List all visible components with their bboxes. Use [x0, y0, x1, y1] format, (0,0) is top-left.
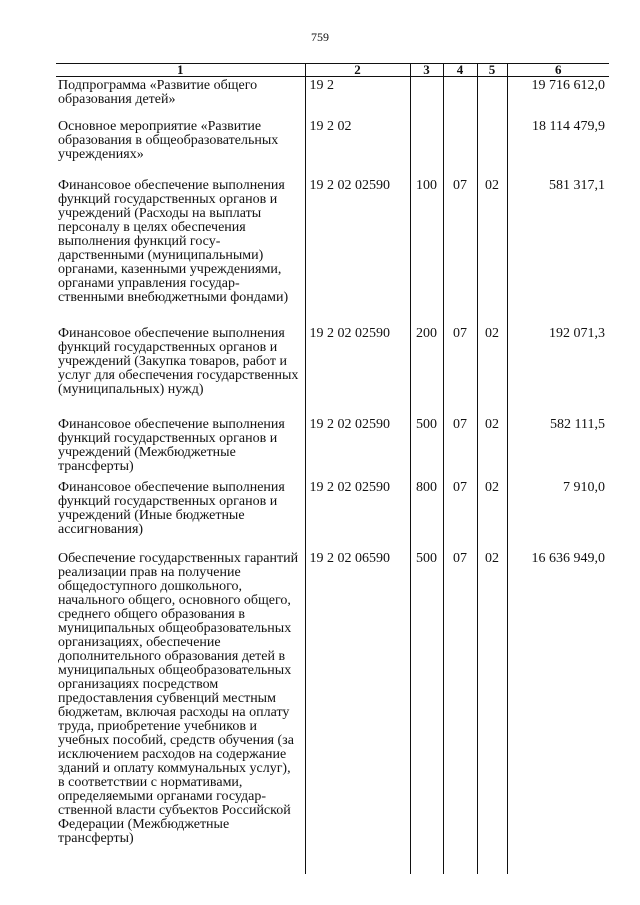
header-col-5: 5	[477, 64, 507, 77]
row-amount: 16 636 949,0	[507, 550, 609, 874]
row-col3: 200	[410, 325, 443, 416]
row-code: 19 2 02 02590	[305, 177, 410, 325]
row-col5: 02	[477, 325, 507, 416]
table-row	[56, 177, 609, 325]
row-name: Обеспечение государственных гарантий реализации прав на получение общедоступного дошкольного, начального общего, основного общего, среднего общего образования в муниципальных общеобразовательных организациях, обеспечение дополнительного образования детей в муниципальных общеобразовательных организациях посредством предоставления субвенций местным бюджетам, включая расходы на оплату труда, приобретение учебников и учебных пособий, средств обучения (за исключением расходов на содержание зданий и оплату коммунальных услуг), в соответствии с нормативами, определяемыми органами государственной власти субъектов Российской Федерации (Межбюджетные трансферты)	[58, 551, 299, 846]
row-name: Основное мероприятие «Развитие образования в общеобразовательных учреждениях»	[58, 119, 279, 162]
table-row	[56, 550, 609, 874]
row-amount: 19 716 612,0	[507, 77, 609, 119]
row-amount: 7 910,0	[507, 479, 609, 550]
row-col4	[443, 118, 477, 177]
row-col5	[477, 118, 507, 177]
row-col4: 07	[443, 479, 477, 550]
page-number: 759	[311, 30, 329, 44]
row-col3	[410, 118, 443, 177]
row-code: 19 2 02 02590	[305, 325, 410, 416]
row-code: 19 2 02 02590	[305, 416, 410, 479]
header-col-4: 4	[443, 64, 477, 77]
row-col3: 800	[410, 479, 443, 550]
header-col-6: 6	[507, 64, 609, 77]
row-name: Финансовое обеспечение выполнения функций государственных органов и учреждений (Закупка товаров, работ и услуг для обеспечения государственных (муниципальных) нужд)	[58, 326, 299, 397]
row-col4: 07	[443, 325, 477, 416]
row-col5: 02	[477, 177, 507, 325]
row-col5: 02	[477, 550, 507, 874]
table-row	[56, 325, 609, 416]
row-col4: 07	[443, 416, 477, 479]
row-col3	[410, 77, 443, 119]
row-col3: 500	[410, 550, 443, 874]
row-col4: 07	[443, 550, 477, 874]
row-code: 19 2 02 02590	[305, 479, 410, 550]
row-amount: 192 071,3	[507, 325, 609, 416]
row-amount: 18 114 479,9	[507, 118, 609, 177]
row-name: Финансовое обеспечение выполнения функций государственных органов и учреждений (Расходы на выплаты персоналу в целях обеспечения выполнения функций государственными (муниципальными) органами, казенными учреждениями, органами управления государственными внебюджетными фондами)	[58, 178, 289, 305]
row-code: 19 2 02	[305, 118, 410, 177]
table-row	[56, 77, 609, 119]
row-name: Финансовое обеспечение выполнения функций государственных органов и учреждений (Иные бюджетные ассигнования)	[58, 480, 285, 537]
row-amount: 582 111,5	[507, 416, 609, 479]
header-col-1: 1	[56, 64, 305, 77]
table-row	[56, 416, 609, 479]
budget-table	[56, 63, 609, 874]
row-col5	[477, 77, 507, 119]
table-row	[56, 118, 609, 177]
row-col3: 500	[410, 416, 443, 479]
header-row	[56, 64, 609, 77]
row-amount: 581 317,1	[507, 177, 609, 325]
row-name: Подпрограмма «Развитие общего образования детей»	[58, 78, 258, 107]
header-col-3: 3	[410, 64, 443, 77]
row-col5: 02	[477, 479, 507, 550]
row-col5: 02	[477, 416, 507, 479]
row-code: 19 2 02 06590	[305, 550, 410, 874]
row-name: Финансовое обеспечение выполнения функций государственных органов и учреждений (Межбюджетные трансферты)	[58, 417, 285, 474]
header-col-2: 2	[305, 64, 410, 77]
row-code: 19 2	[305, 77, 410, 119]
row-col4: 07	[443, 177, 477, 325]
row-col3: 100	[410, 177, 443, 325]
row-col4	[443, 77, 477, 119]
table-row	[56, 479, 609, 550]
